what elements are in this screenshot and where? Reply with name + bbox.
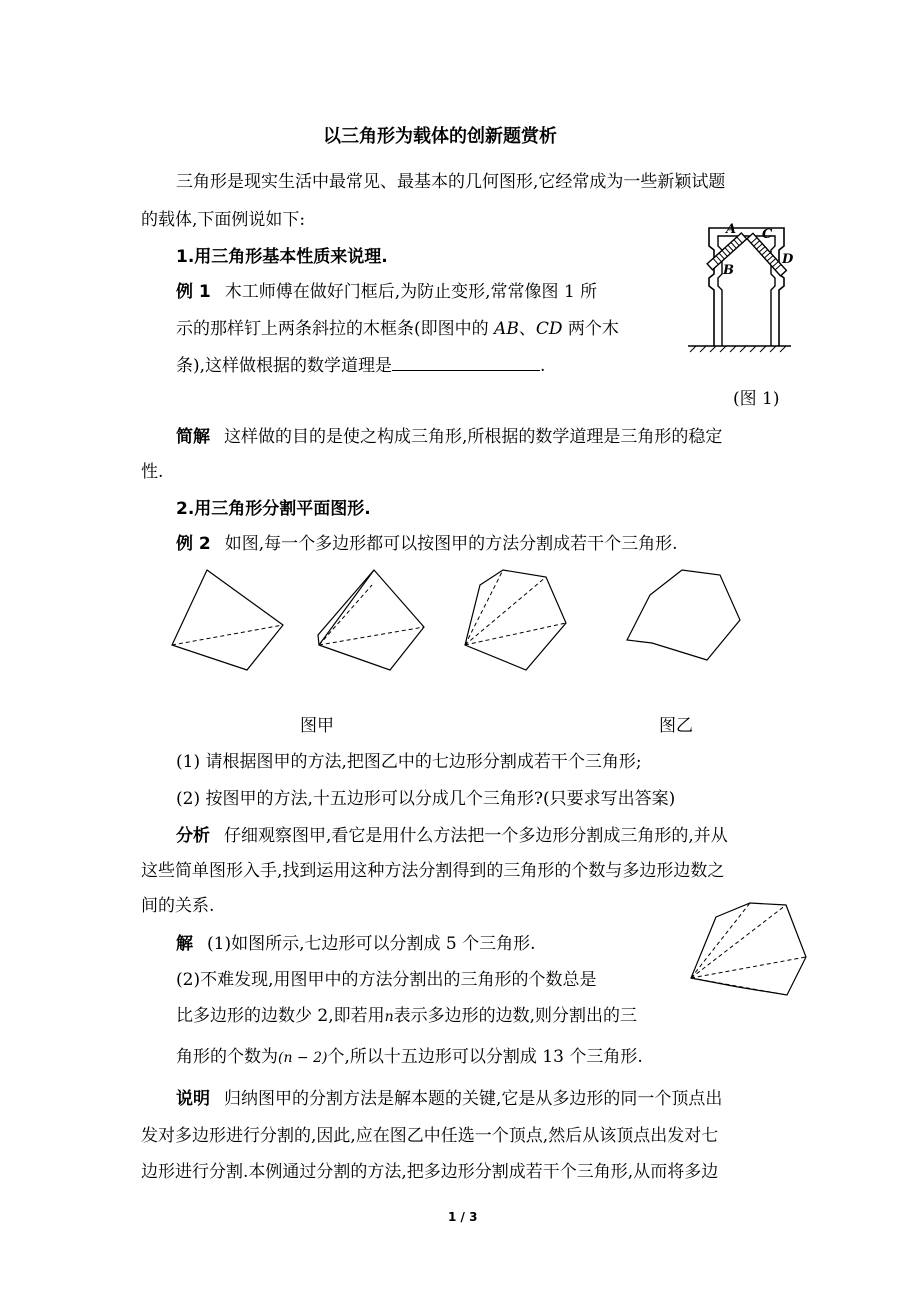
analysis-label: 分析 [176,826,210,846]
intro-line-2: 的载体,下面例说如下: [141,210,306,230]
note-line-1 [176,1084,722,1109]
figure-1-caption: (图 1) [733,389,780,409]
page-number: 1 / 3 [448,1210,478,1224]
figure-jia-caption: 图甲 [300,716,334,736]
section1-heading: 1.用三角形基本性质来说理. [176,247,388,267]
solution-line-2: 性. [141,462,164,482]
example1-line-3 [176,351,545,376]
example1-text-3a: 条),这样做根据的数学道理是 [176,356,393,376]
solution-line-1 [176,422,722,447]
answer-text-3a: 比多边形的边数少 2,即若用 [176,1006,385,1026]
segment-cd: CD [535,319,563,339]
note-line-3: 边形进行分割.本例通过分割的方法,把多边形分割成若干个三角形,从而将多边 [141,1162,719,1182]
label-b: B [723,263,734,278]
expression-n-minus-2: (n − 2) [278,1050,328,1066]
analysis-line-1 [176,821,728,846]
page-title: 以三角形为载体的创新题赏析 [323,126,557,147]
answer-text-4a: 角形的个数为 [176,1047,278,1067]
label-d: D [782,252,794,267]
answer-line-1 [176,929,536,954]
example2-line [176,529,678,554]
example1-text-3b: . [540,356,546,376]
quadrilateral-figure [165,565,295,675]
example1-line-2 [176,314,619,339]
example1-line-1 [176,277,597,302]
hexagon-figure [458,565,588,675]
answer-blank[interactable] [392,354,540,371]
note-label: 说明 [176,1089,210,1109]
section2-heading: 2.用三角形分割平面图形. [176,499,371,519]
heptagon-solution-figure [684,895,814,1005]
answer-line-2: (2)不难发现,用图甲中的方法分割出的三角形的个数总是 [176,970,597,990]
solution-label: 简解 [176,427,210,447]
answer-text-1: (1)如图所示,七边形可以分割成 5 个三角形. [207,934,536,954]
example1-text-2b: 两个木 [562,319,619,339]
solution-text-1: 这样做的目的是使之构成三角形,所根据的数学道理是三角形的稳定 [224,427,723,447]
answer-line-4 [176,1042,643,1067]
example2-text: 如图,每一个多边形都可以按图甲的方法分割成若干个三角形. [224,534,678,554]
example2-label: 例 2 [176,534,211,554]
intro-line-1: 三角形是现实生活中最常见、最基本的几何图形,它经常成为一些新颖试题 [176,172,726,192]
answer-label: 解 [176,934,193,954]
heptagon-figure [622,565,752,675]
example1-label: 例 1 [176,282,211,302]
answer-line-3 [176,1001,637,1026]
analysis-line-2: 这些简单图形入手,找到运用这种方法分割得到的三角形的个数与多边形边数之 [141,861,725,881]
example1-text-1: 木工师傅在做好门框后,为防止变形,常常像图 1 所 [224,282,598,302]
question-1: (1) 请根据图甲的方法,把图乙中的七边形分割成若干个三角形; [176,752,642,772]
note-line-2: 发对多边形进行分割的,因此,应在图乙中任选一个顶点,然后从该顶点出发对七 [141,1126,719,1146]
pentagon-figure [312,565,442,675]
separator: 、 [518,319,536,339]
variable-n: n [384,1009,394,1025]
note-text-1: 归纳图甲的分割方法是解本题的关键,它是从多边形的同一个顶点出 [224,1089,723,1109]
label-a: A [726,222,737,237]
segment-ab: AB [494,319,519,339]
label-c: C [762,227,773,242]
analysis-line-3: 间的关系. [141,896,215,916]
figure-yi-caption: 图乙 [659,716,693,736]
example1-text-2a: 示的那样钉上两条斜拉的木框条(即图中的 [176,319,495,339]
analysis-text-1: 仔细观察图甲,看它是用什么方法把一个多边形分割成三角形的,并从 [224,826,728,846]
question-2: (2) 按图甲的方法,十五边形可以分成几个三角形?(只要求写出答案) [176,789,676,809]
figure-1-door-frame [686,220,796,350]
answer-text-4b: 个,所以十五边形可以分割成 13 个三角形. [327,1047,643,1067]
answer-text-3b: 表示多边形的边数,则分割出的三 [393,1006,638,1026]
